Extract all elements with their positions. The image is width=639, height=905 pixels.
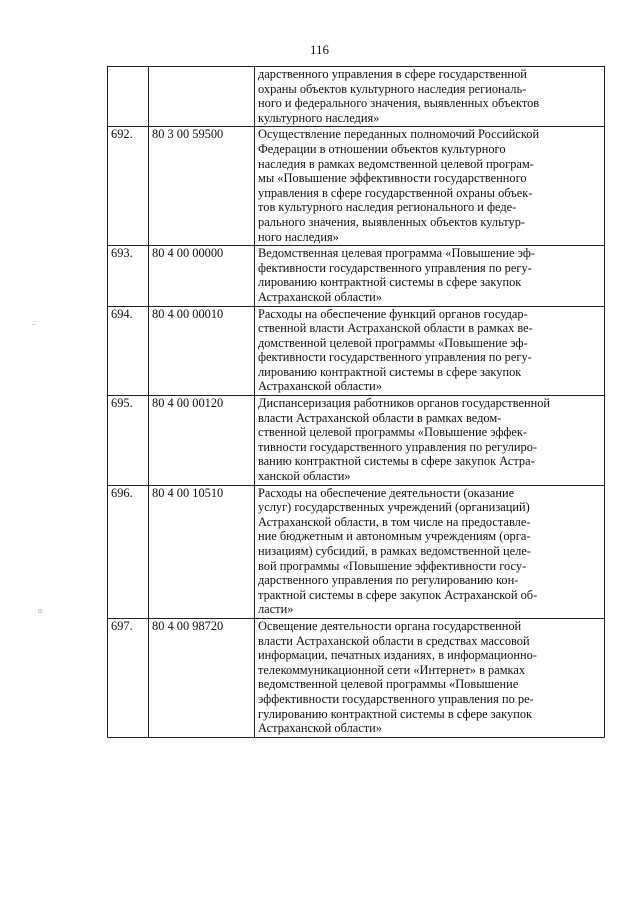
classification-code (149, 67, 255, 127)
table-row (108, 127, 605, 246)
classification-code: 80 4 00 00000 (149, 246, 255, 306)
classification-code: 80 4 00 98720 (149, 618, 255, 737)
expense-description: Расходы на обеспечение функций органов государ- ственной власти Астраханской области в рамках ве- домственной целевой программы «Повышение эф- фективности государственного управления по регу- лированию контрактной системы в сфере закупок Астраханской области» (255, 306, 605, 396)
classification-code: 80 4 00 00010 (149, 306, 255, 396)
expense-description: Освещение деятельности органа государственной власти Астраханской области в средствах массовой информации, печатных изданиях, в информационно- телекоммуникационной сети «Интернет» в рамках ведомственной целевой программы «Повышение эффективности государственного управления по ре- гулированию контрактной системы в сфере закупок Астраханской области» (255, 618, 605, 737)
table-row (108, 67, 605, 127)
expense-description: дарственного управления в сфере государственной охраны объектов культурного наследия региональ- ного и федерального значения, выявленных объектов культурного наследия» (255, 67, 605, 127)
scan-speck: o (38, 606, 42, 615)
table-row (108, 396, 605, 486)
row-number (108, 67, 149, 127)
expense-description: Диспансеризация работников органов государственной власти Астраханской области в рамках ведом- ственной целевой программы «Повышение эффек- тивности государственного управления по регулиро- ванию контрактной системы в сфере закупок Астра- ханской области» (255, 396, 605, 486)
row-number: 694. (108, 306, 149, 396)
row-number: 697. (108, 618, 149, 737)
classification-code: 80 4 00 00120 (149, 396, 255, 486)
row-number: 696. (108, 485, 149, 618)
table-row (108, 618, 605, 737)
scan-speck: .: (32, 318, 37, 327)
row-number: 692. (108, 127, 149, 246)
table-row (108, 485, 605, 618)
row-number: 695. (108, 396, 149, 486)
classification-code: 80 3 00 59500 (149, 127, 255, 246)
row-number: 693. (108, 246, 149, 306)
expense-description: Расходы на обеспечение деятельности (оказание услуг) государственных учреждений (организаций) Астраханской области, в том числе на предоставле- ние бюджетным и автономным учреждениям (орга- низациям) субсидий, в рамках ведомственной целе- вой программы «Повышение эффективности госу- дарственного управления по регулированию кон- трактной системы в сфере закупок Астраханской об- ласти» (255, 485, 605, 618)
budget-code-table (107, 66, 605, 738)
classification-code: 80 4 00 10510 (149, 485, 255, 618)
page-number: 116 (309, 42, 330, 57)
table-row (108, 246, 605, 306)
expense-description: Ведомственная целевая программа «Повышение эф- фективности государственного управления по регу- лированию контрактной системы в сфере закупок Астраханской области» (255, 246, 605, 306)
table-row (108, 306, 605, 396)
expense-description: Осуществление переданных полномочий Российской Федерации в отношении объектов культурного наследия в рамках ведомственной целевой програм- мы «Повышение эффективности государственного управления в сфере государственной охраны объек- тов культурного наследия регионального и феде- рального значения, выявленных объектов культур- ного наследия» (255, 127, 605, 246)
